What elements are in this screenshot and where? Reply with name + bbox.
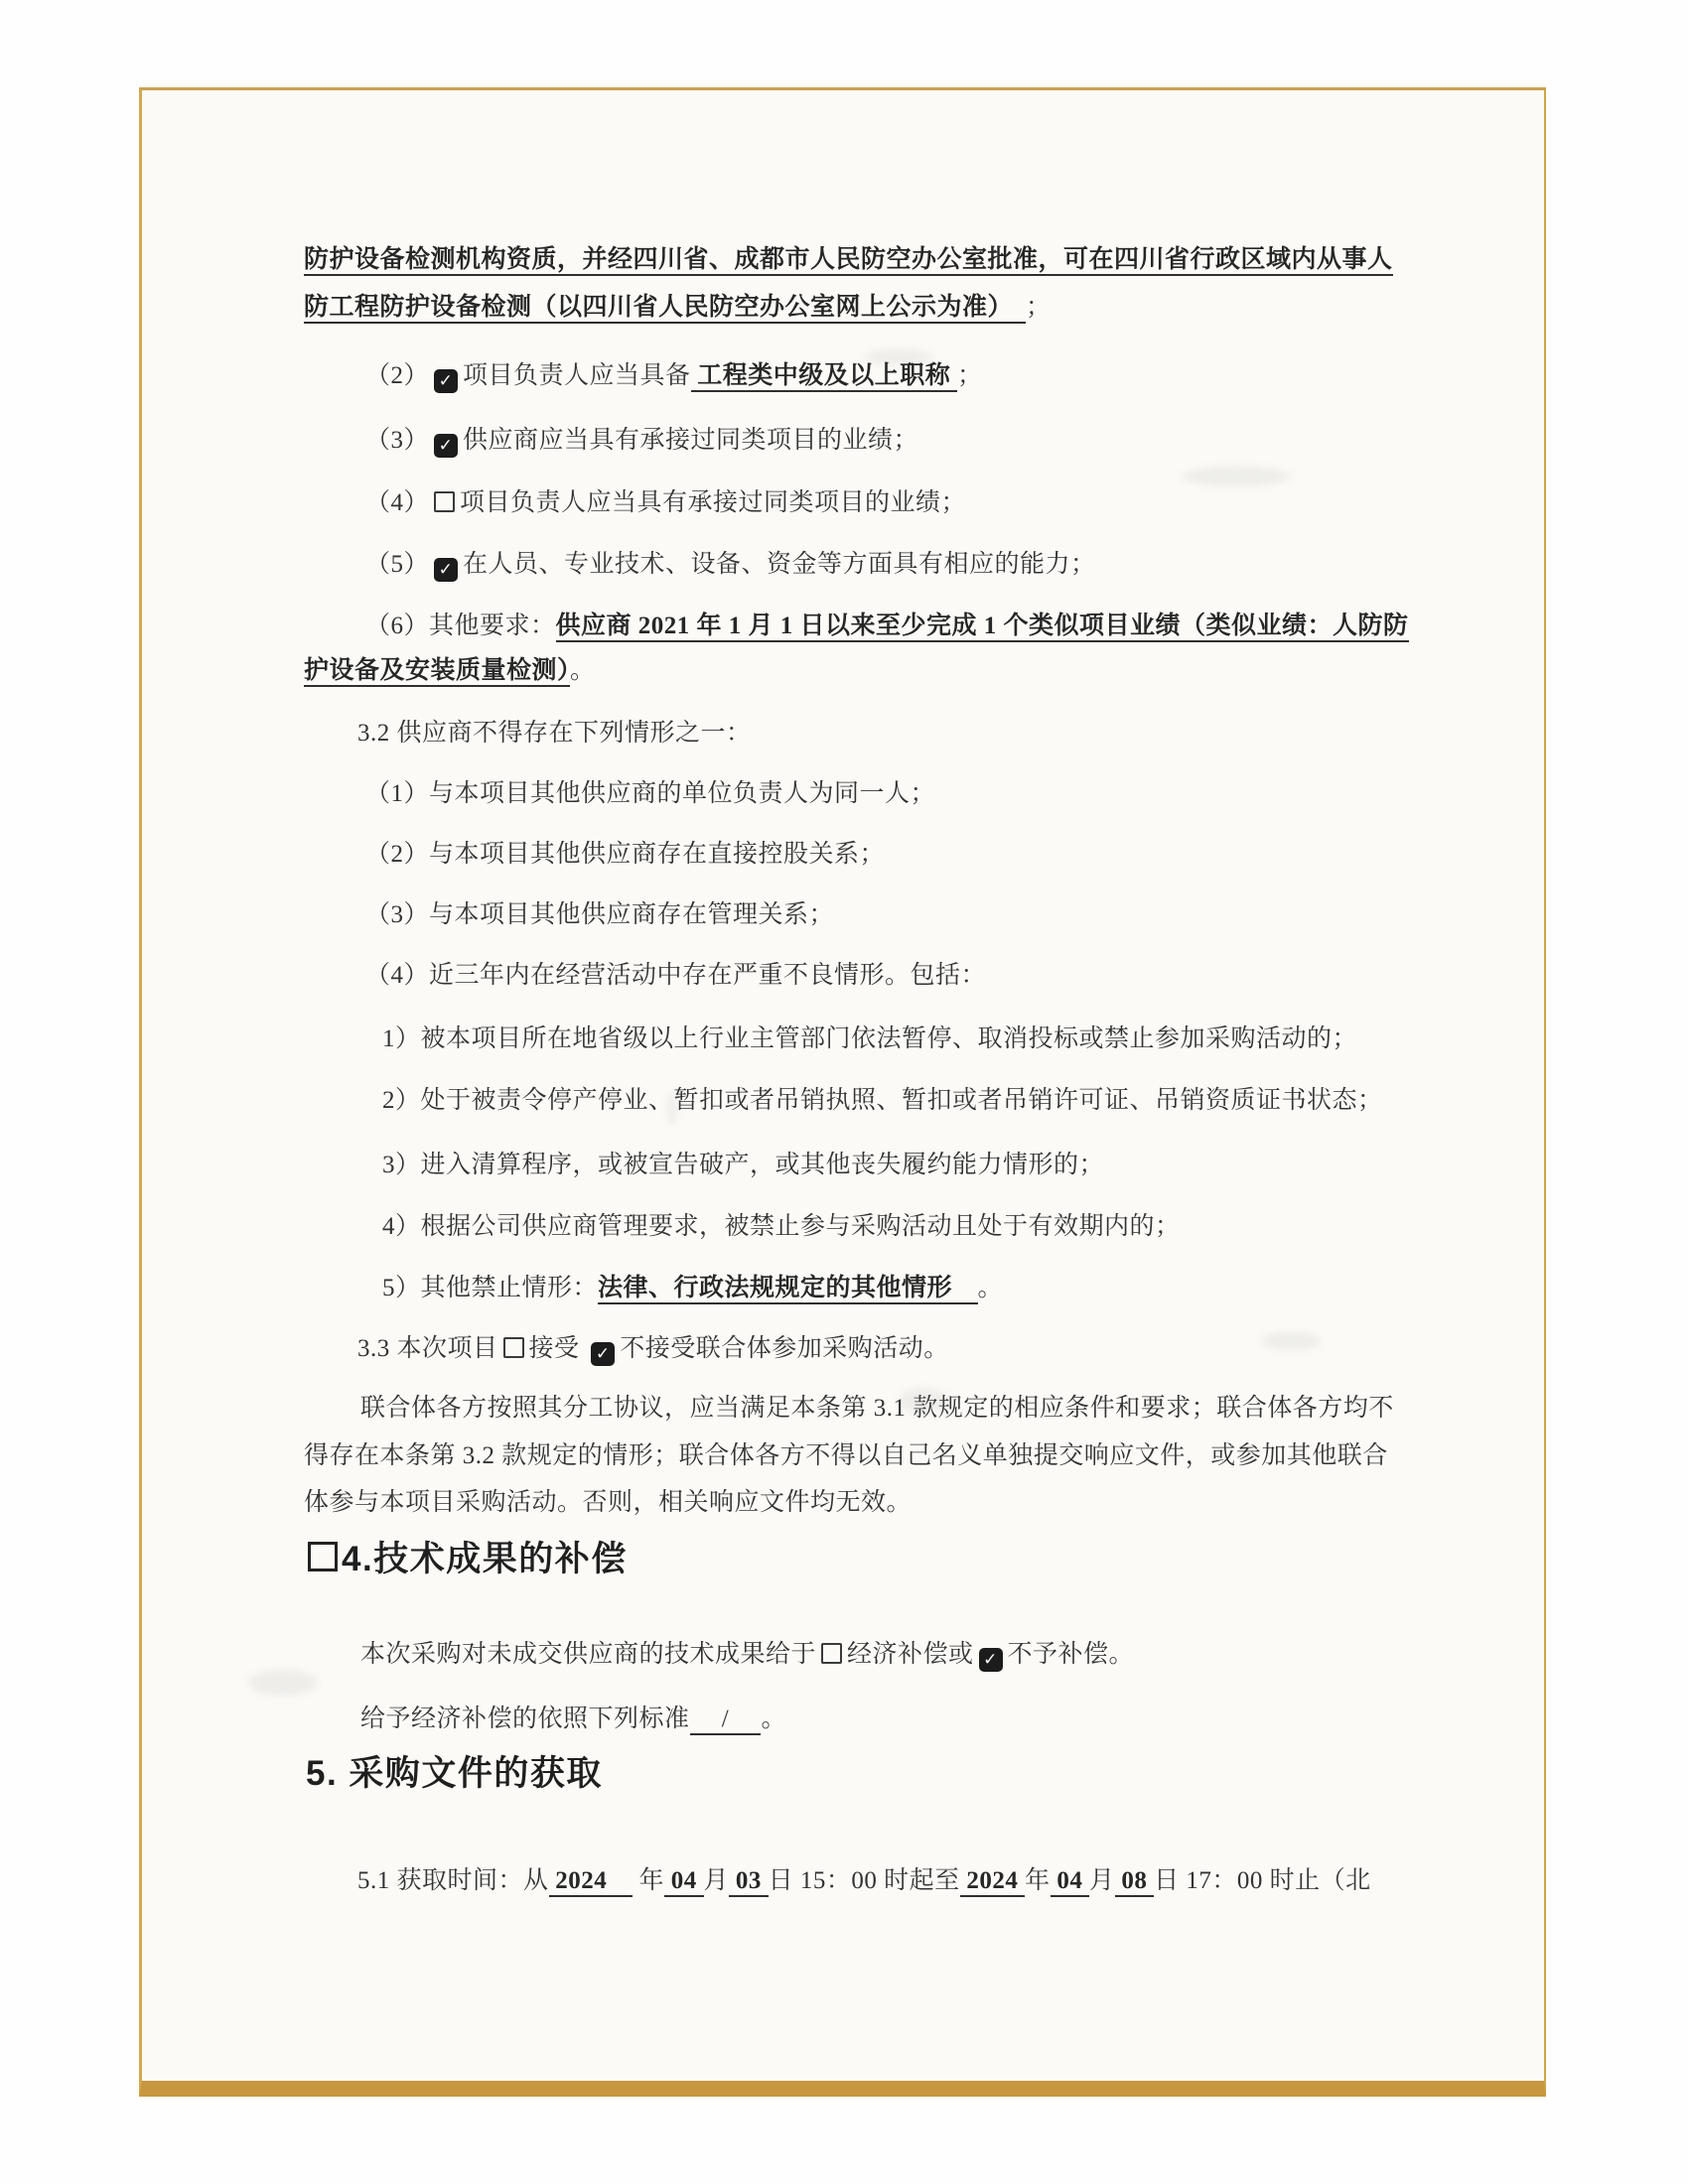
text-run: 4）根据公司供应商管理要求，被禁止参与采购活动且处于有效期内的； (382, 1213, 1181, 1240)
text-run: 3）进入清算程序，或被宣告破产，或其他丧失履约能力情形的； (382, 1152, 1105, 1178)
doc-line (365, 486, 966, 520)
text-run: 5. 采购文件的获取 (306, 1754, 603, 1793)
text-run: 护设备及安装质量检测） (304, 657, 570, 687)
text-run: 年 (632, 1867, 665, 1894)
text-run: ； (957, 362, 983, 389)
doc-line (382, 1084, 1383, 1118)
text-run: 年 (1025, 1867, 1051, 1894)
text-run: 5.1 获取时间：从 (357, 1867, 549, 1894)
text-run: 防护设备检测机构资质，并经四川省、成都市人民防空办公室批准，可在四川省行政区域内从事人 (304, 246, 1393, 276)
text-run: 2）处于被责令停产停业、暂扣或者吊销执照、暂扣或者吊销许可证、吊销资质证书状态； (382, 1087, 1383, 1114)
text-run: 工程类中级及以上职称 (691, 362, 958, 392)
text-run: 。 (570, 657, 596, 684)
text-run: 体参与本项目采购活动。否则，相关响应文件均无效。 (304, 1489, 913, 1516)
text-run: 不接受联合体参加采购活动。 (620, 1335, 949, 1362)
doc-line (365, 548, 1096, 582)
text-run: （3） (365, 427, 430, 454)
scan-artifact (864, 349, 933, 365)
text-run: 给予经济补偿的依照下列标准 (360, 1706, 690, 1732)
doc-line (304, 1439, 1388, 1473)
text-run: 04 (1051, 1867, 1090, 1897)
doc-line (365, 610, 1409, 643)
text-run: （4） (365, 489, 430, 516)
text-run: 3.2 供应商不得存在下列情形之一： (357, 720, 752, 747)
text-run: / (690, 1706, 762, 1735)
doc-line (304, 654, 596, 688)
doc-line (304, 291, 1052, 325)
checkbox-checked-icon (591, 1342, 615, 1366)
checkbox-checked-icon (434, 434, 458, 458)
text-run: 2024 (549, 1867, 633, 1897)
scan-artifact (667, 1092, 677, 1126)
text-run: 不予补偿。 (1007, 1641, 1135, 1668)
text-run: ； (1026, 294, 1052, 321)
text-run: （5） (365, 551, 430, 578)
text-run: 项目负责人应当具有承接过同类项目的业绩； (460, 489, 967, 516)
checkbox-checked-icon (434, 558, 458, 582)
text-run: 本次采购对未成交供应商的技术成果给于 (360, 1641, 817, 1668)
text-run: 。 (977, 1275, 1004, 1301)
doc-line (365, 898, 834, 932)
doc-line (382, 1149, 1104, 1182)
text-run: 4.技术成果的补偿 (342, 1540, 628, 1578)
checkbox-checked-icon (434, 369, 458, 393)
scan-artifact (1182, 467, 1291, 486)
text-run: 项目负责人应当具备 (463, 362, 691, 389)
doc-line (357, 1332, 949, 1366)
text-run: 供应商 2021 年 1 月 1 日以来至少完成 1 个类似项目业绩（类似业绩：人防防 (556, 613, 1409, 642)
text-run: 。 (761, 1706, 786, 1732)
scan-artifact (1261, 1332, 1321, 1350)
text-run: 08 (1115, 1867, 1155, 1897)
text-run: 防工程防护设备检测（以四川省人民防空办公室网上公示为准） (304, 294, 1026, 324)
text-run: 5）其他禁止情形： (382, 1275, 599, 1301)
doc-line (382, 1272, 1003, 1305)
text-run: 日 17：00 时止（北 (1154, 1867, 1371, 1894)
text-run: 03 (729, 1867, 769, 1897)
checkbox-unchecked-icon (434, 491, 455, 512)
text-run: 在人员、专业技术、设备、资金等方面具有相应的能力； (463, 551, 1096, 578)
checkbox-unchecked-icon (821, 1643, 842, 1664)
checkbox-unchecked-icon (503, 1337, 524, 1358)
heading-checkbox-icon (308, 1542, 338, 1571)
text-run: 接受 (528, 1335, 587, 1362)
text-run: 04 (664, 1867, 704, 1897)
doc-line (360, 1638, 1134, 1672)
text-run: 供应商应当具有承接过同类项目的业绩； (463, 427, 919, 454)
checkbox-checked-icon (979, 1648, 1003, 1672)
doc-line (365, 777, 935, 811)
scan-artifact (248, 1670, 318, 1696)
doc-line (382, 1210, 1181, 1244)
text-run: 得存在本条第 3.2 款规定的情形；联合体各方不得以自己名义单独提交响应文件，或参加其他联合 (304, 1442, 1388, 1469)
text-run: （2） (365, 362, 430, 389)
text-run: （6）其他要求： (365, 613, 556, 639)
doc-line (304, 1486, 912, 1520)
scan-artifact (899, 1388, 948, 1414)
section-heading-5 (306, 1754, 603, 1793)
text-run: 月 (703, 1867, 730, 1894)
text-run: 经济补偿或 (847, 1641, 974, 1668)
section-heading-4 (308, 1542, 628, 1576)
text-run: （2）与本项目其他供应商存在直接控股关系； (365, 841, 886, 868)
text-run: （3）与本项目其他供应商存在管理关系； (365, 901, 835, 928)
text-run: （4）近三年内在经营活动中存在严重不良情形。包括： (365, 962, 987, 989)
text-run: （1）与本项目其他供应商的单位负责人为同一人； (365, 780, 936, 807)
doc-line (304, 243, 1393, 277)
text-run: 3.3 本次项目 (357, 1335, 498, 1362)
doc-line (365, 959, 986, 993)
text-run: 1）被本项目所在地省级以上行业主管部门依法暂停、取消投标或禁止参加采购活动的； (382, 1025, 1358, 1052)
doc-line (382, 1023, 1357, 1056)
doc-line (365, 424, 918, 458)
text-run: 法律、行政法规规定的其他情形 (598, 1275, 978, 1304)
doc-line (357, 717, 752, 751)
text-run: 联合体各方按照其分工协议，应当满足本条第 3.1 款规定的相应条件和要求；联合体各方均不 (360, 1395, 1394, 1422)
text-run: 月 (1089, 1867, 1115, 1894)
doc-line (360, 1703, 786, 1736)
text-run: 2024 (960, 1867, 1026, 1897)
text-run: 日 15：00 时起至 (768, 1867, 960, 1894)
doc-line (360, 1392, 1394, 1426)
doc-line (357, 1864, 1371, 1898)
doc-line (365, 838, 885, 872)
